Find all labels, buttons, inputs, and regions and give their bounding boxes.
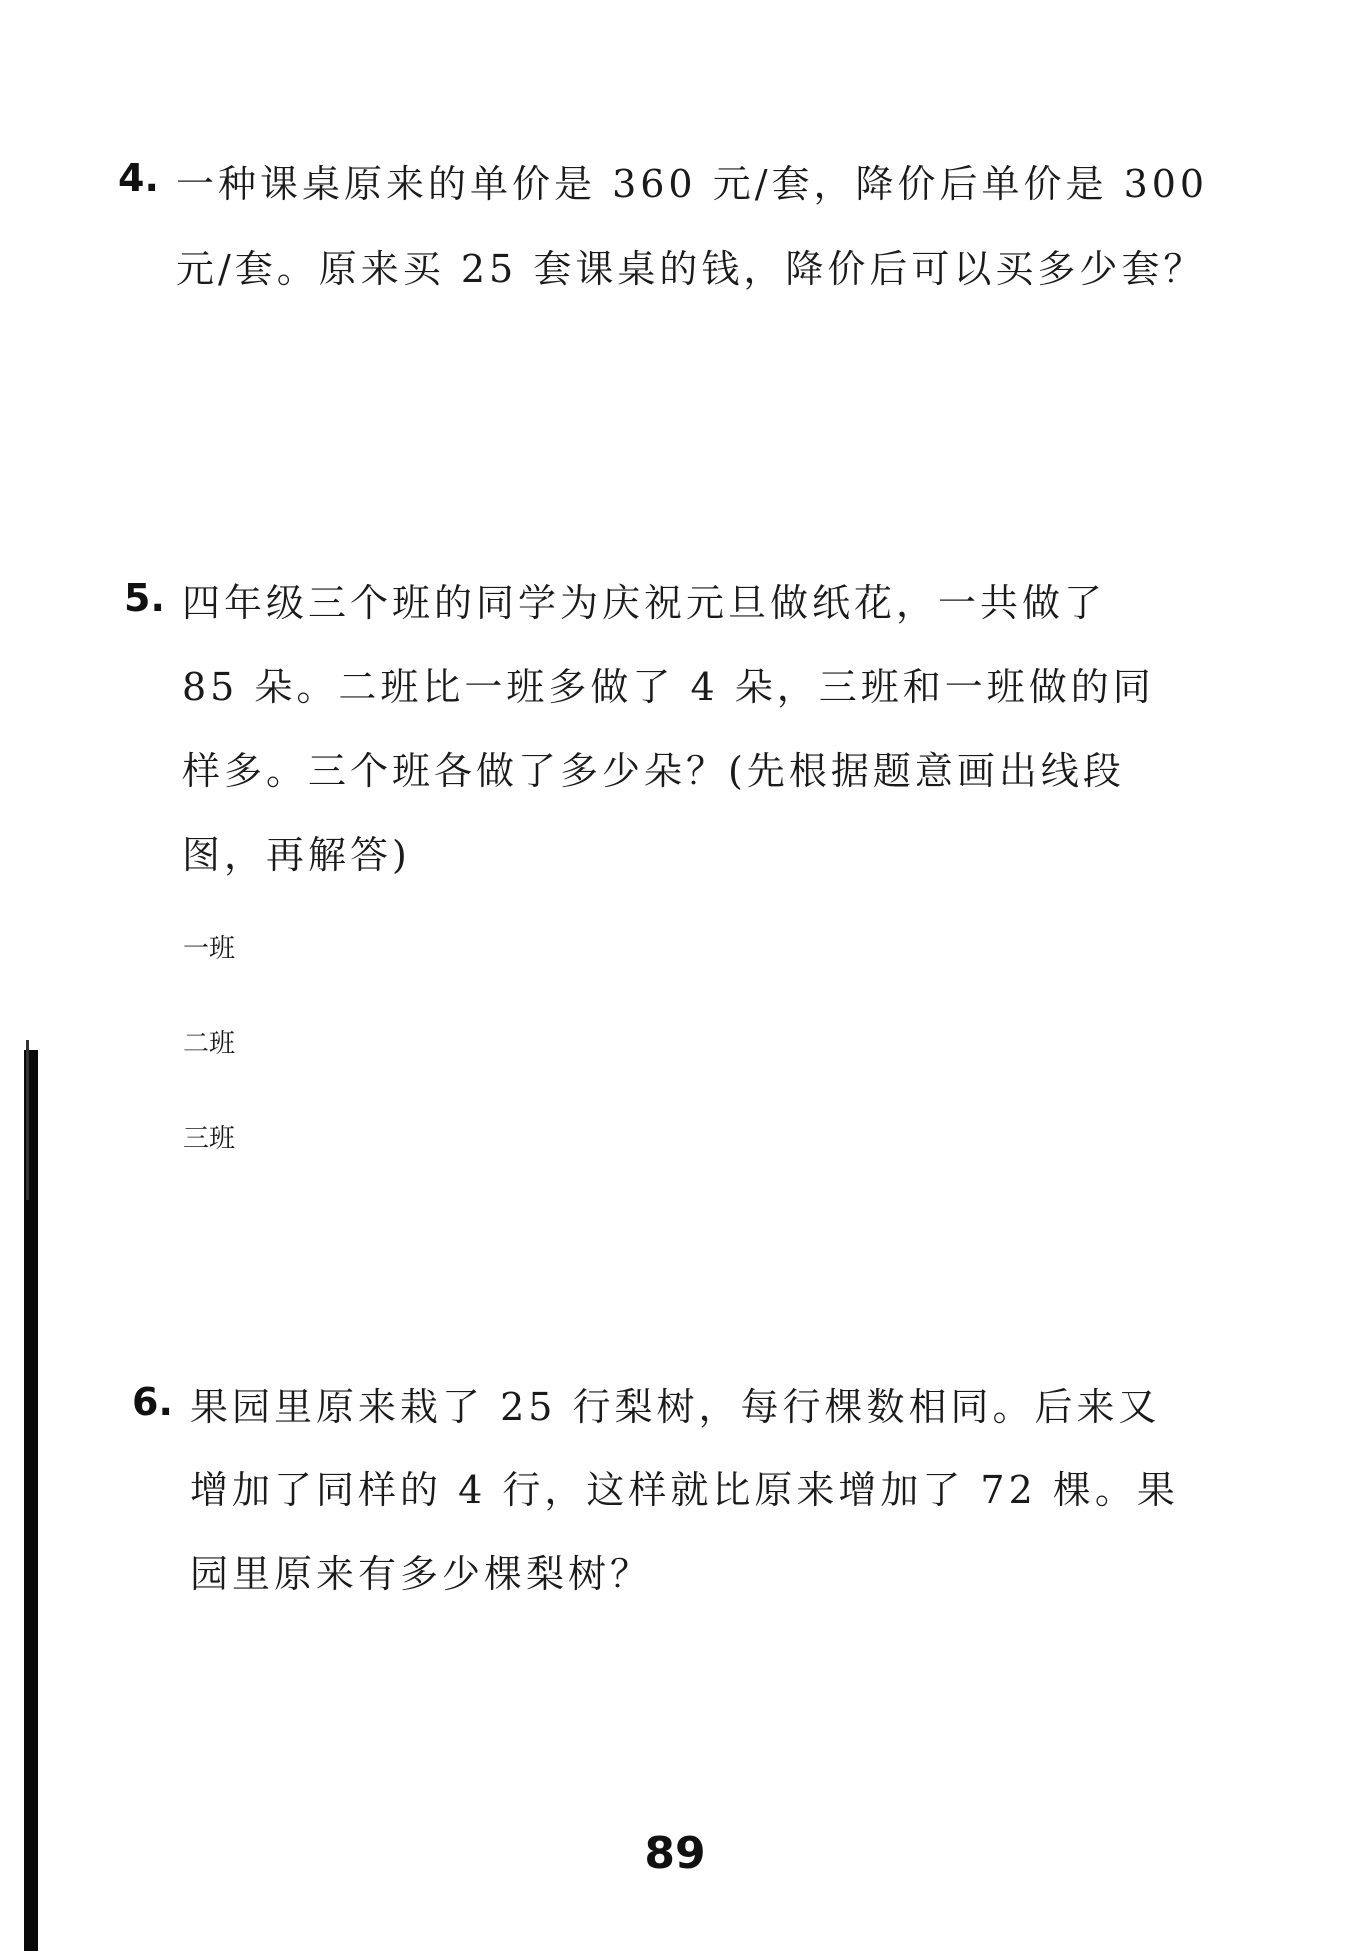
problem-text-line: 元/套。原来买 25 套课桌的钱，降价后可以买多少套？ <box>176 247 1206 291</box>
problem-text-line: 四年级三个班的同学为庆祝元旦做纸花，一共做了 <box>182 581 1107 625</box>
page-binding-shadow <box>26 1040 29 1200</box>
problem-number: 5. <box>124 576 165 620</box>
page-number: 89 <box>644 1828 706 1879</box>
problem-text-line: 增加了同样的 4 行，这样就比原来增加了 72 棵。果 <box>190 1468 1179 1512</box>
diagram-label-class-3: 三班 <box>183 1124 236 1154</box>
problem-text-line: 图，再解答) <box>182 833 411 877</box>
problem-number: 6. <box>132 1380 173 1424</box>
problem-text-line: 园里原来有多少棵梨树？ <box>190 1552 653 1596</box>
problem-text-line: 样多。三个班各做了多少朵？(先根据题意画出线段 <box>182 749 1125 793</box>
problem-text-line: 一种课桌原来的单价是 360 元/套，降价后单价是 300 <box>176 162 1209 206</box>
problem-text-line: 果园里原来栽了 25 行梨树，每行棵数相同。后来又 <box>190 1385 1161 1429</box>
diagram-label-class-1: 一班 <box>183 934 236 964</box>
diagram-label-class-2: 二班 <box>183 1029 236 1059</box>
problem-text-line: 85 朵。二班比一班多做了 4 朵，三班和一班做的同 <box>182 665 1155 709</box>
problem-number: 4. <box>118 156 159 200</box>
